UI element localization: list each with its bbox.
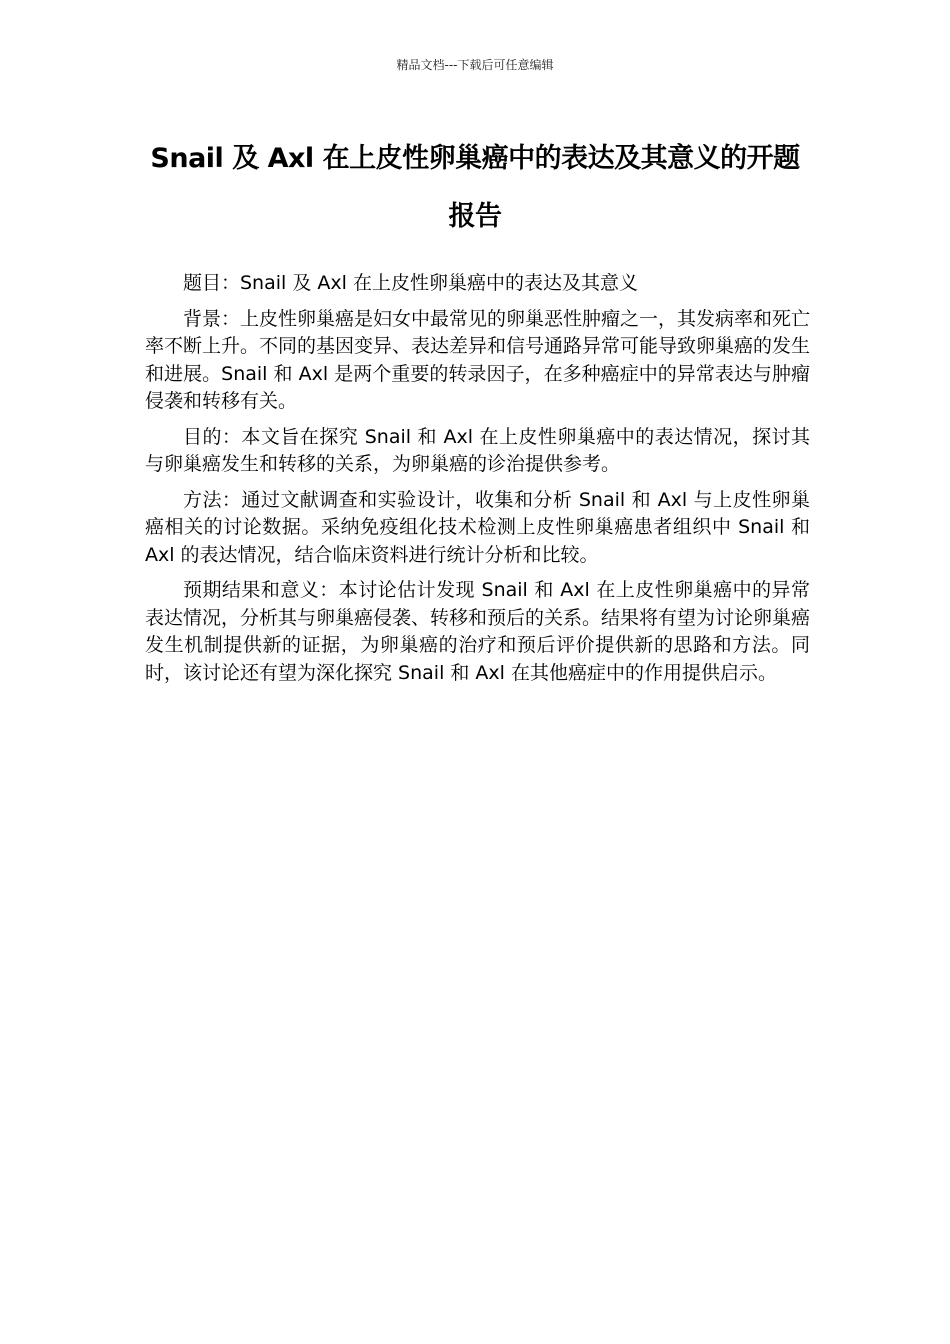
paragraph-topic: 题目：Snail 及 Axl 在上皮性卵巢癌中的表达及其意义 bbox=[183, 272, 638, 294]
header-note: 精品文档---下载后可任意编辑 bbox=[396, 58, 554, 72]
document-title: Snail 及 Axl 在上皮性卵巢癌中的表达及其意义的开题报告 bbox=[150, 143, 800, 232]
paragraph-methods: 方法：通过文献调查和实验设计，收集和分析 Snail 和 Axl 与上皮性卵巢癌相关的讨论数据。采纳免疫组化技术检测上皮性卵巢癌患者组织中 Snail 和 Axl 的表达情况，结合临床资料进行统计分析和比较。 bbox=[145, 488, 810, 566]
paragraph-background: 背景：上皮性卵巢癌是妇女中最常见的卵巢恶性肿瘤之一，其发病率和死亡率不断上升。不同的基因变异、表达差异和信号通路异常可能导致卵巢癌的发生和进展。Snail 和 Axl 是两个重要的转录因子，在多种癌症中的异常表达与肿瘤侵袭和转移有关。 bbox=[145, 307, 811, 412]
paragraph-objective: 目的：本文旨在探究 Snail 和 Axl 在上皮性卵巢癌中的表达情况，探讨其与卵巢癌发生和转移的关系，为卵巢癌的诊治提供参考。 bbox=[145, 425, 810, 475]
document-body bbox=[145, 270, 810, 695]
paragraph-expected-results: 预期结果和意义：本讨论估计发现 Snail 和 Axl 在上皮性卵巢癌中的异常表达情况，分析其与卵巢癌侵袭、转移和预后的关系。结果将有望为讨论卵巢癌发生机制提供新的证据，为卵巢癌的治疗和预后评价提供新的思路和方法。同时，该讨论还有望为深化探究 Snail 和 Axl 在其他癌症中的作用提供启示。 bbox=[145, 579, 811, 684]
